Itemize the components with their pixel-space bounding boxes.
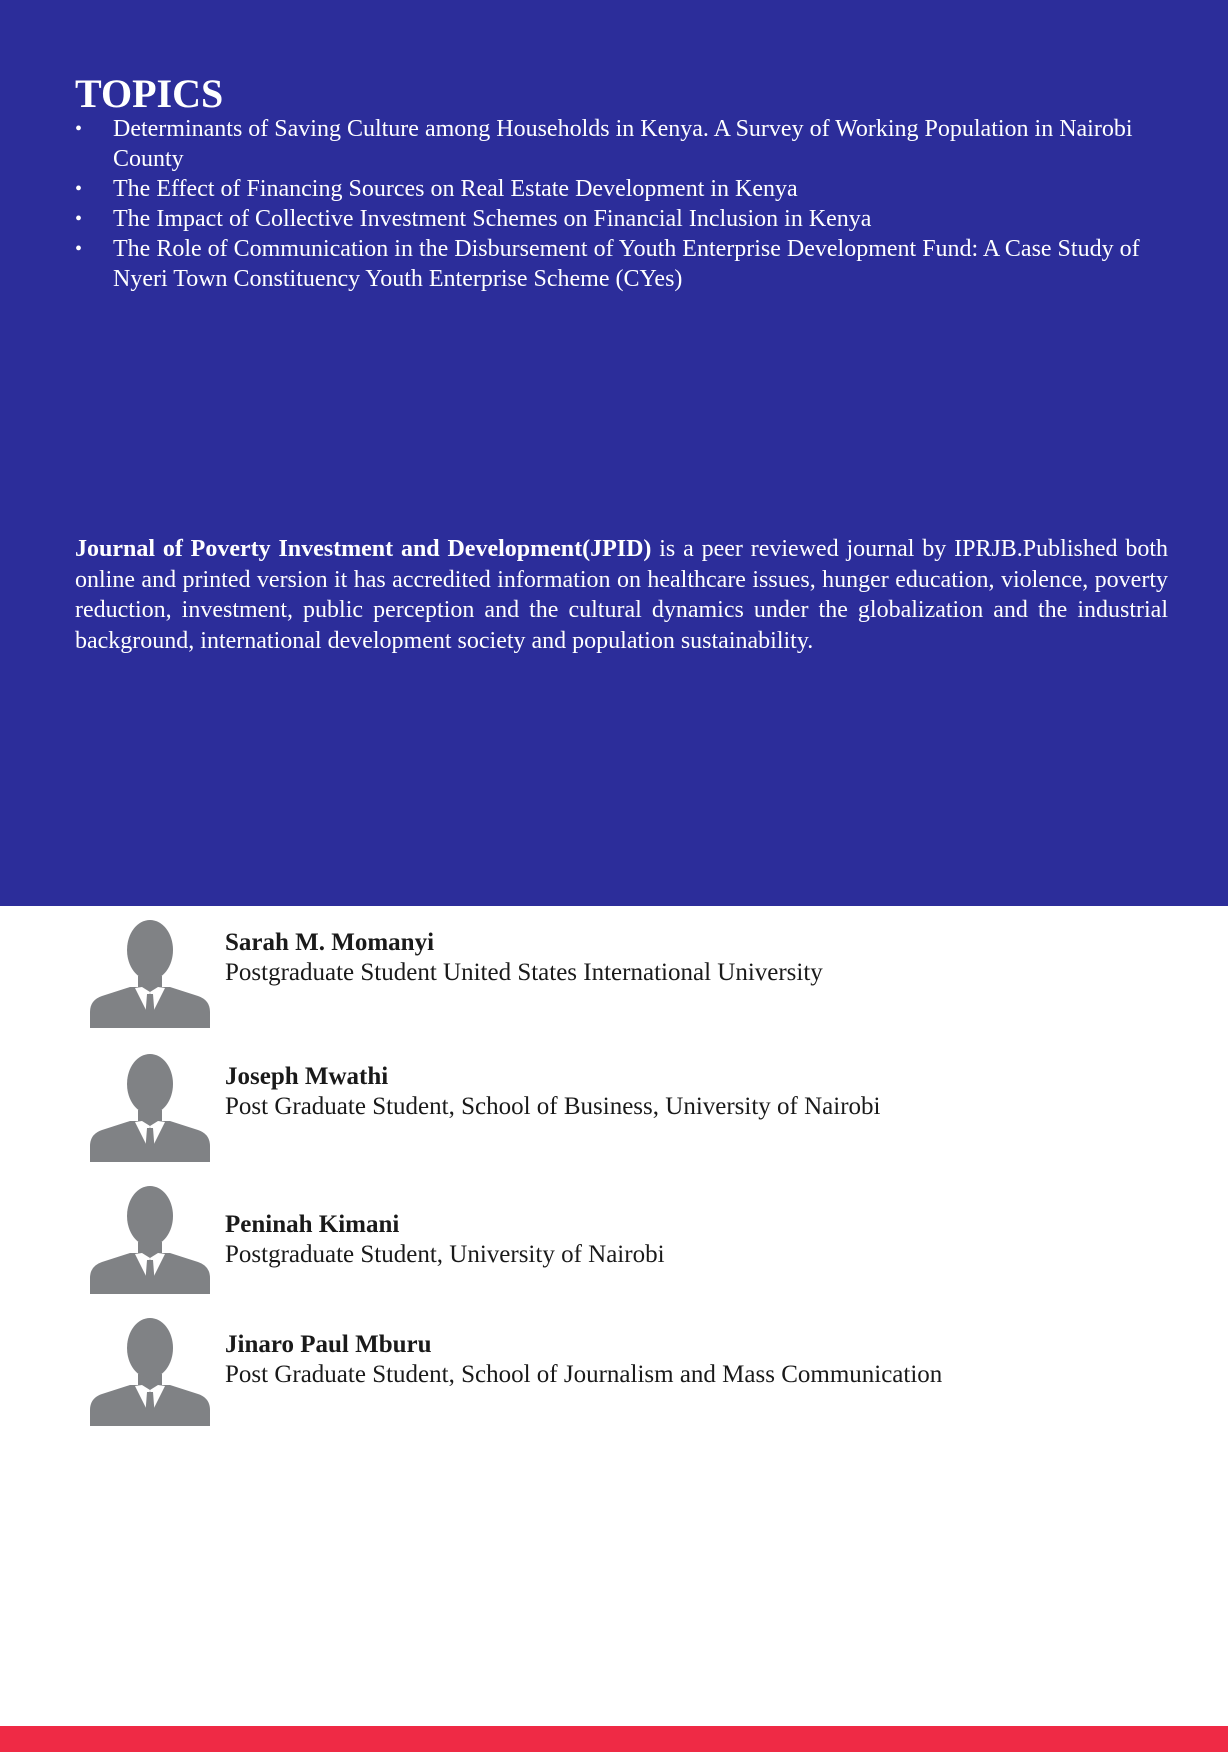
author-name: Jinaro Paul Mburu — [225, 1331, 432, 1358]
topic-text: Determinants of Saving Culture among Households in Kenya. A Survey of Working Population in Nairobi County — [113, 116, 1133, 172]
journal-description-text: is a peer reviewed journal by IPRJB.Published both online and printed version it has accredited information on healthcare issues, hunger education, violence, poverty reduction, investment, public perception and the cultural dynamics under the globalization and the industrial background, international development society and population sustainability. — [75, 536, 1168, 654]
topic-text: The Effect of Financing Sources on Real Estate Development in Kenya — [113, 176, 798, 202]
topic-item — [75, 204, 1175, 234]
author-entry — [90, 1314, 1190, 1434]
topics-heading: TOPICS — [75, 71, 224, 116]
topic-item — [75, 174, 1175, 204]
author-name: Peninah Kimani — [225, 1211, 400, 1238]
bullet-icon: • — [75, 208, 83, 230]
bullet-icon: • — [75, 238, 83, 260]
topic-text: The Impact of Collective Investment Schemes on Financial Inclusion in Kenya — [113, 206, 872, 232]
person-silhouette-icon — [90, 1314, 210, 1426]
person-silhouette-icon — [90, 1182, 210, 1294]
person-silhouette-icon — [90, 1050, 210, 1162]
author-entry — [90, 916, 1190, 1036]
author-affiliation: Post Graduate Student, School of Business, University of Nairobi — [225, 1093, 881, 1120]
journal-name: Journal of Poverty Investment and Development(JPID) — [75, 536, 652, 562]
author-affiliation: Postgraduate Student, University of Nairobi — [225, 1241, 665, 1268]
bullet-icon: • — [75, 118, 83, 140]
author-name: Joseph Mwathi — [225, 1063, 389, 1090]
topic-item — [75, 114, 1175, 174]
author-name: Sarah M. Momanyi — [225, 929, 435, 956]
topics-list — [75, 114, 1175, 294]
author-affiliation: Postgraduate Student United States International University — [225, 959, 823, 986]
topic-item — [75, 234, 1175, 294]
bullet-icon: • — [75, 178, 83, 200]
journal-description — [75, 534, 1168, 656]
person-silhouette-icon — [90, 916, 210, 1028]
topic-text: The Role of Communication in the Disbursement of Youth Enterprise Development Fund: A Case Study of Nyeri Town Constituency Youth Enterprise Scheme (CYes) — [113, 236, 1140, 292]
bottom-stripe — [0, 1726, 1228, 1752]
author-entry — [90, 1050, 1190, 1170]
author-affiliation: Post Graduate Student, School of Journalism and Mass Communication — [225, 1361, 943, 1388]
author-entry — [90, 1182, 1190, 1302]
